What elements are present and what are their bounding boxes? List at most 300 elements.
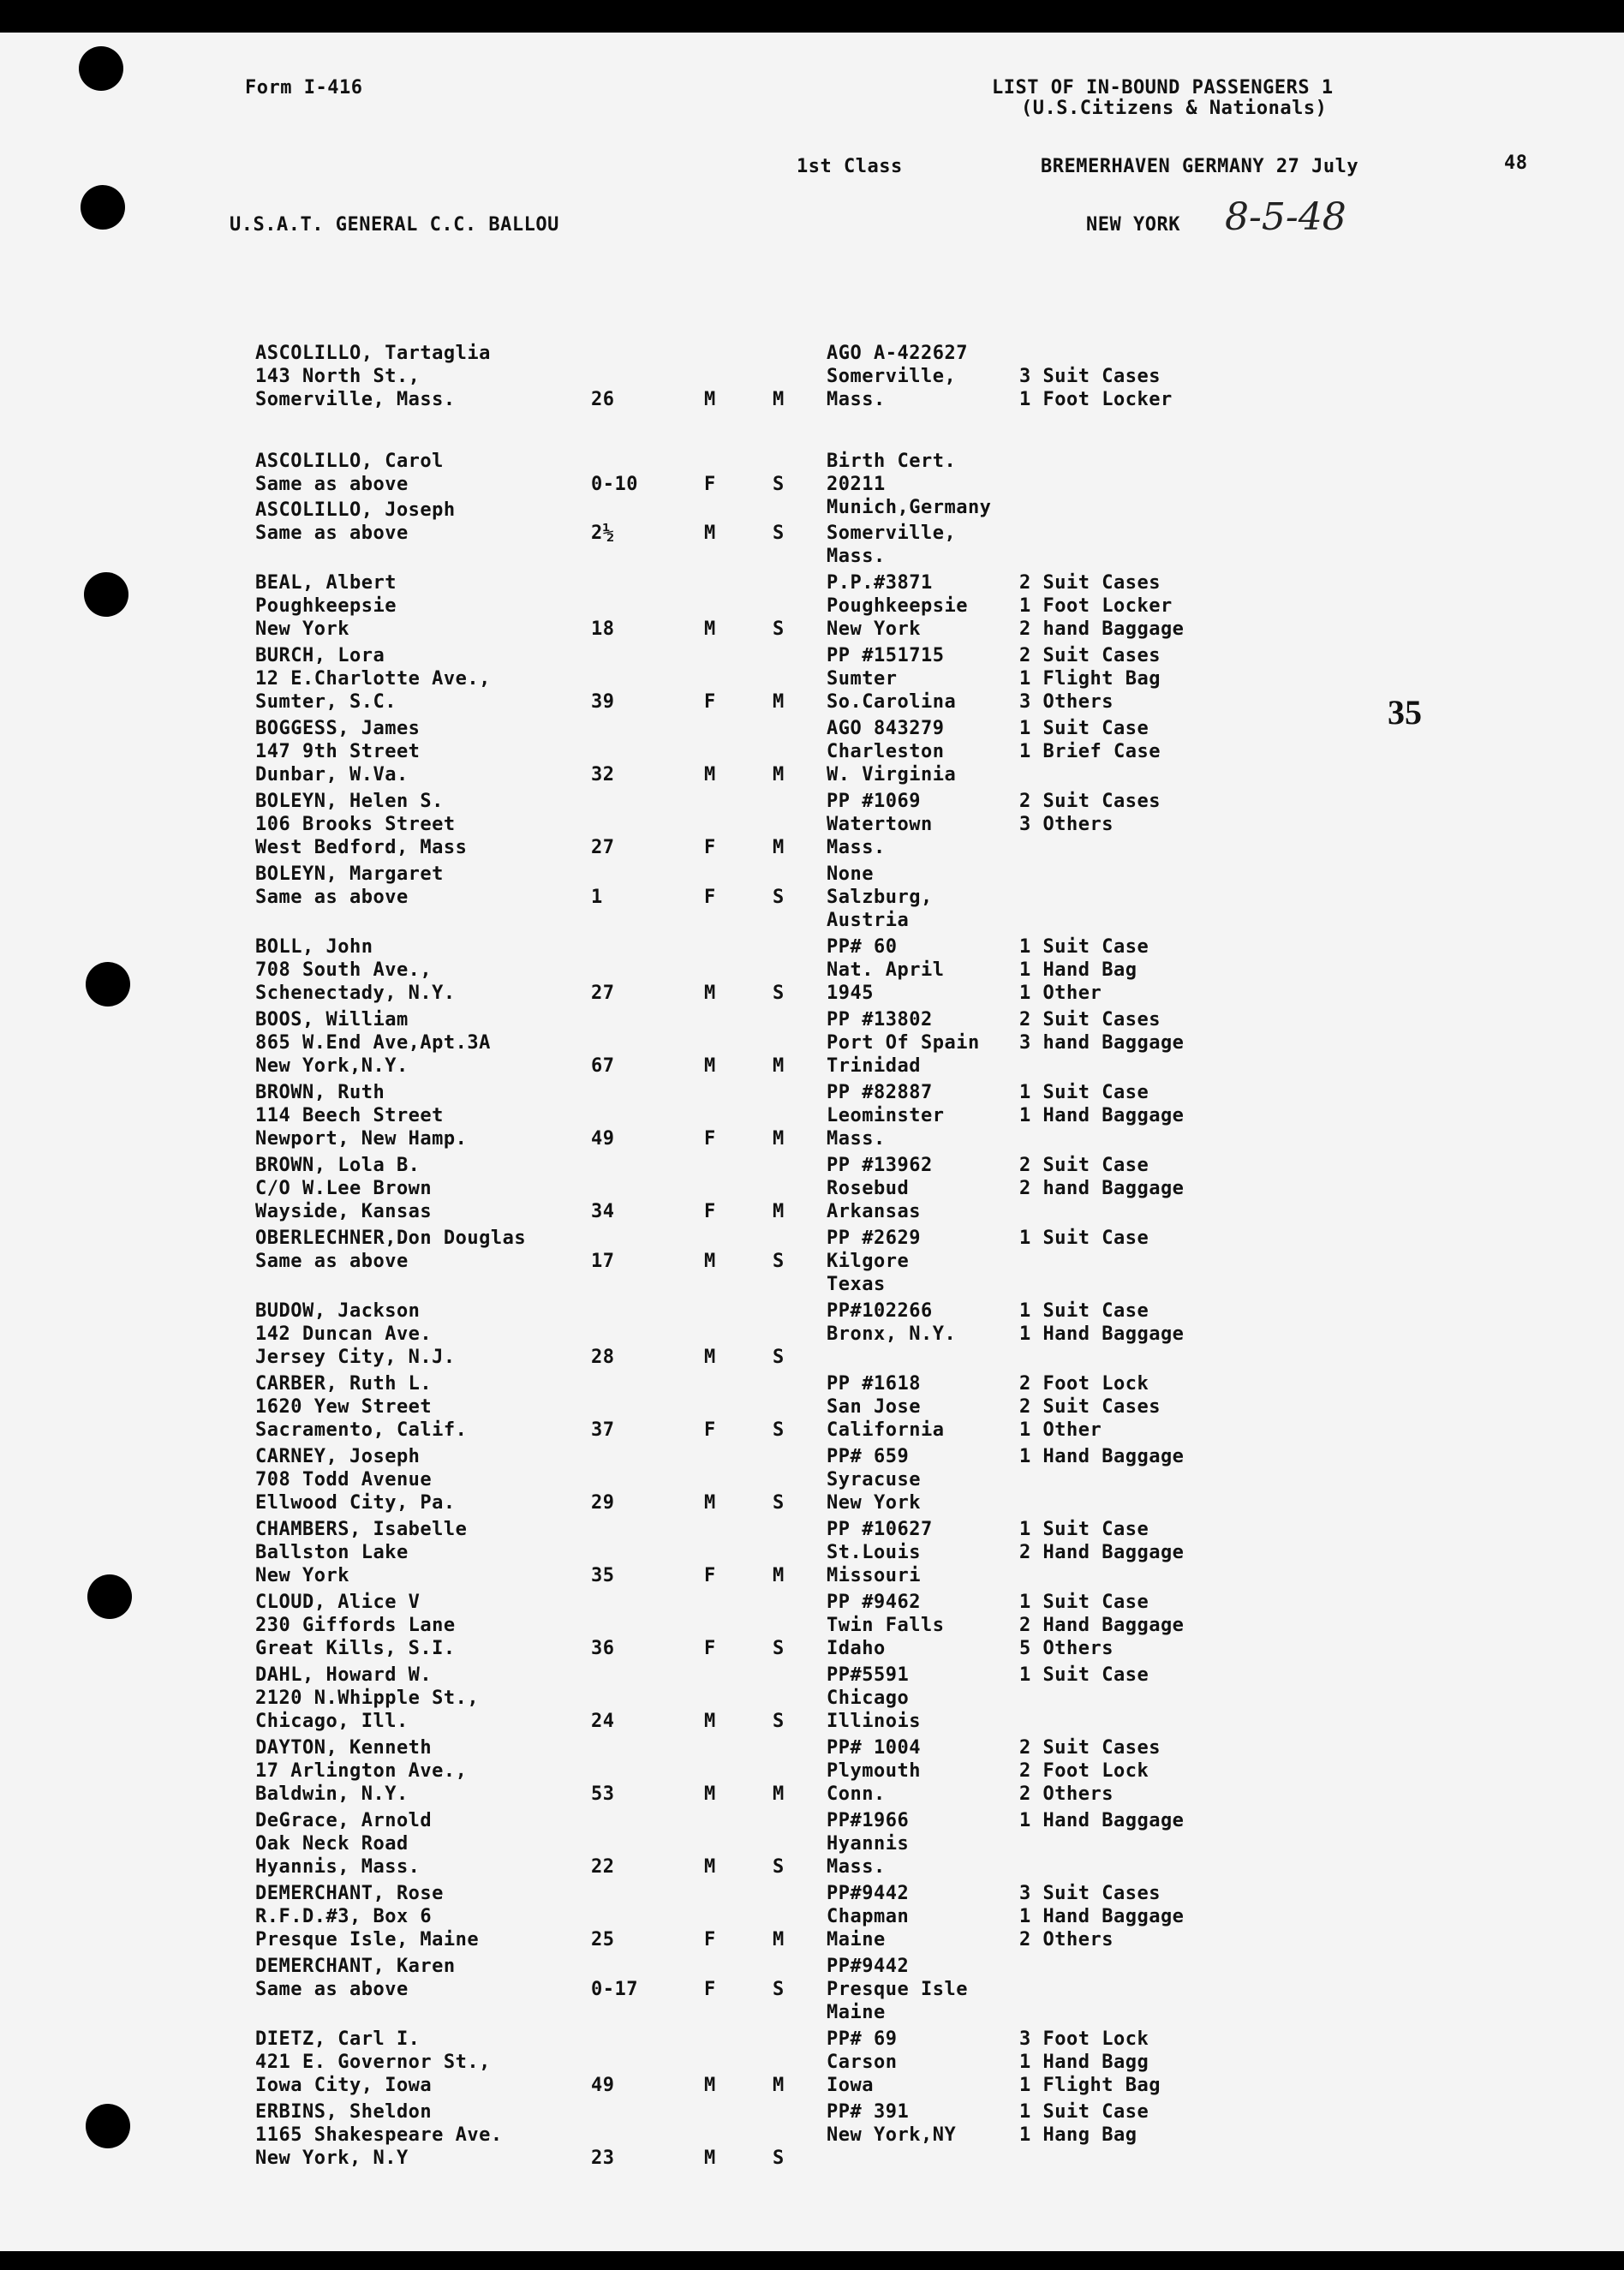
passenger-sex: F: [704, 887, 716, 908]
passenger-baggage-line: 2 Suit Cases: [1019, 1009, 1161, 1030]
ship-name: U.S.A.T. GENERAL C.C. BALLOU: [230, 214, 559, 236]
passenger-baggage-line: 1 Hand Bagg: [1019, 2052, 1149, 2073]
year-label: 48: [1504, 152, 1528, 174]
class-label: 1st Class: [797, 156, 903, 177]
passenger-marital-status: S: [773, 983, 785, 1004]
passenger-sex: M: [704, 389, 716, 410]
passenger-document-line: Leominster: [827, 1105, 945, 1126]
passenger-name-line: Somerville, Mass.: [255, 389, 456, 410]
binder-hole: [81, 185, 125, 230]
passenger-document-line: PP #1618: [827, 1373, 921, 1395]
passenger-age: 25: [591, 1929, 615, 1950]
passenger-sex: M: [704, 1251, 716, 1272]
passenger-document-line: [827, 499, 956, 523]
passenger-document-line: AGO 843279: [827, 718, 945, 739]
passenger-name-line: 1620 Yew Street: [255, 1396, 433, 1418]
passenger-name-line: BURCH, Lora: [255, 645, 385, 666]
passenger-document-line: Rosebud: [827, 1178, 910, 1199]
passenger-baggage-line: 3 hand Baggage: [1019, 1032, 1185, 1054]
passenger-name-line: Same as above: [255, 887, 409, 908]
passenger-document-line: New York: [827, 618, 921, 640]
passenger-document-line: Watertown: [827, 814, 933, 835]
passenger-document: [827, 343, 968, 412]
passenger-marital-status: S: [773, 1251, 785, 1272]
passenger-document: [827, 1009, 980, 1078]
passenger-document-line: Mass.: [827, 837, 886, 858]
passenger-baggage-line: [1019, 1833, 1184, 1856]
passenger-name: [255, 1155, 432, 1224]
passenger-name: [255, 1009, 491, 1078]
passenger-document-line: Twin Falls: [827, 1615, 945, 1636]
passenger-baggage-line: 1 Suit Case: [1019, 1300, 1149, 1322]
passenger-name-line: 147 9th Street: [255, 741, 421, 762]
passenger-name-line: Same as above: [255, 474, 409, 495]
passenger-document-line: PP# 69: [827, 2028, 898, 2050]
passenger-document-line: California: [827, 1419, 945, 1441]
passenger-document-line: PP#9442: [827, 1883, 910, 1904]
passenger-document-line: Illinois: [827, 1711, 921, 1732]
passenger-baggage-line: 1 Suit Case: [1019, 1228, 1149, 1249]
passenger-baggage-line: 5 Others: [1019, 1638, 1114, 1659]
passenger-baggage: [1019, 1009, 1184, 1078]
passenger-baggage-line: [1019, 1856, 1184, 1879]
passenger-age: 22: [591, 1856, 615, 1878]
passenger-name: [255, 1664, 479, 1734]
passenger-sex: M: [704, 764, 716, 786]
passenger-age: 28: [591, 1347, 615, 1368]
passenger-baggage-line: 1 Foot Locker: [1019, 389, 1173, 410]
passenger-name-line: 17 Arlington Ave.,: [255, 1760, 468, 1782]
passenger-name: [255, 2101, 503, 2171]
arrival-port: NEW YORK: [1086, 214, 1180, 236]
passenger-age: 67: [591, 1055, 615, 1077]
passenger-name: [255, 1082, 467, 1151]
passenger-document-line: St.Louis: [827, 1542, 921, 1563]
passenger-document: [827, 1810, 909, 1879]
passenger-name-line: BOLEYN, Helen S.: [255, 791, 444, 812]
passenger-baggage-line: 2 Others: [1019, 1929, 1114, 1950]
passenger-name-line: DAHL, Howard W.: [255, 1664, 433, 1686]
passenger-sex: M: [704, 2148, 716, 2169]
passenger-document-line: PP# 1004: [827, 1737, 921, 1759]
passenger-document-line: None: [827, 863, 874, 885]
passenger-name: [255, 343, 491, 412]
passenger-document: [827, 863, 933, 933]
passenger-age: 18: [591, 618, 615, 640]
passenger-name-line: DIETZ, Carl I.: [255, 2028, 421, 2050]
passenger-sex: M: [704, 1055, 716, 1077]
passenger-marital-status: M: [773, 1201, 785, 1222]
passenger-baggage-line: [1019, 1469, 1184, 1492]
passenger-document-line: Hyannis: [827, 1833, 910, 1855]
passenger-baggage: [1019, 1228, 1149, 1251]
binder-hole: [79, 46, 123, 91]
passenger-sex: M: [704, 1347, 716, 1368]
passenger-marital-status: M: [773, 2075, 785, 2096]
passenger-name-line: 230 Giffords Lane: [255, 1615, 456, 1636]
binder-hole: [86, 2104, 130, 2148]
passenger-document-line: Maine: [827, 2002, 886, 2023]
passenger-age: 36: [591, 1638, 615, 1659]
passenger-baggage: [1019, 645, 1161, 714]
passenger-baggage-line: 1 Other: [1019, 1419, 1102, 1441]
passenger-name-line: New York, N.Y: [255, 2148, 409, 2169]
passenger-baggage: [1019, 1883, 1184, 1952]
passenger-marital-status: S: [773, 1492, 785, 1514]
passenger-name-line: West Bedford, Mass: [255, 837, 468, 858]
passenger-baggage-line: 1 Foot Locker: [1019, 595, 1173, 617]
passenger-sex: M: [704, 1783, 716, 1805]
binder-hole: [87, 1574, 132, 1619]
passenger-name: [255, 451, 444, 497]
passenger-document-line: Mass.: [827, 1856, 886, 1878]
passenger-document-line: Chapman: [827, 1906, 910, 1927]
passenger-document-line: Mass.: [827, 1128, 886, 1150]
passenger-name: [255, 718, 420, 787]
passenger-baggage-line: [1019, 343, 1173, 366]
passenger-name: [255, 863, 444, 910]
margin-number: 35: [1388, 693, 1422, 732]
passenger-age: 37: [591, 1419, 615, 1441]
passenger-baggage: [1019, 1519, 1184, 1588]
passenger-document: [827, 718, 956, 787]
passenger-document-line: PP #151715: [827, 645, 945, 666]
passenger-document-line: Maine: [827, 1929, 886, 1950]
passenger-name-line: Jersey City, N.J.: [255, 1347, 456, 1368]
passenger-sex: F: [704, 1638, 716, 1659]
passenger-document-line: Munich,Germany: [827, 497, 992, 518]
binder-hole: [84, 572, 128, 617]
passenger-name-line: Baldwin, N.Y.: [255, 1783, 409, 1805]
passenger-name: [255, 936, 456, 1006]
passenger-baggage-line: 2 Hand Baggage: [1019, 1542, 1185, 1563]
passenger-document: [827, 1737, 921, 1807]
passenger-name-line: Sacramento, Calif.: [255, 1419, 468, 1441]
passenger-marital-status: S: [773, 523, 785, 544]
passenger-baggage: [1019, 1810, 1184, 1879]
passenger-document: [827, 1956, 968, 2025]
passenger-marital-status: S: [773, 618, 785, 640]
passenger-name-line: ASCOLILLO, Joseph: [255, 499, 456, 521]
passenger-age: 1: [591, 887, 603, 908]
passenger-age: 49: [591, 1128, 615, 1150]
passenger-document-line: Trinidad: [827, 1055, 921, 1077]
passenger-document-line: PP #13962: [827, 1155, 933, 1176]
passenger-name-line: ASCOLILLO, Carol: [255, 451, 444, 472]
passenger-baggage-line: 1 Hand Bag: [1019, 959, 1137, 981]
passenger-baggage: [1019, 1155, 1184, 1224]
passenger-name-line: New York: [255, 1565, 349, 1586]
passenger-baggage-line: [1019, 1565, 1184, 1588]
passenger-age: 2½: [591, 523, 615, 544]
passenger-name-line: Schenectady, N.Y.: [255, 983, 456, 1004]
passenger-document: [827, 2028, 897, 2098]
passenger-document: [827, 1228, 921, 1297]
passenger-document-line: PP #10627: [827, 1519, 933, 1540]
passenger-document-line: Mass.: [827, 389, 886, 410]
passenger-baggage-line: 1 Brief Case: [1019, 741, 1161, 762]
passenger-sex: F: [704, 474, 716, 495]
passenger-document-line: 20211: [827, 474, 886, 495]
passenger-sex: F: [704, 1979, 716, 2000]
passenger-document-line: PP#102266: [827, 1300, 933, 1322]
passenger-name: [255, 1956, 456, 2002]
passenger-name-line: DAYTON, Kenneth: [255, 1737, 433, 1759]
passenger-baggage-line: 2 Suit Cases: [1019, 1396, 1161, 1418]
passenger-name-line: Chicago, Ill.: [255, 1711, 409, 1732]
passenger-document-line: Texas: [827, 1274, 886, 1295]
passenger-document-line: Arkansas: [827, 1201, 921, 1222]
passenger-document-line: PP #2629: [827, 1228, 921, 1249]
passenger-marital-status: S: [773, 1979, 785, 2000]
passenger-baggage-line: 1 Suit Case: [1019, 1664, 1149, 1686]
passenger-name-line: CARBER, Ruth L.: [255, 1373, 433, 1395]
passenger-marital-status: M: [773, 1128, 785, 1150]
passenger-sex: F: [704, 1201, 716, 1222]
passenger-name-line: Same as above: [255, 1251, 409, 1272]
passenger-sex: M: [704, 1711, 716, 1732]
passenger-baggage-line: 1 Hand Baggage: [1019, 1906, 1185, 1927]
passenger-document: [827, 1082, 944, 1151]
passenger-baggage-line: 1 Suit Case: [1019, 936, 1149, 958]
passenger-document-line: AGO A-422627: [827, 343, 968, 364]
passenger-name-line: Poughkeepsie: [255, 595, 397, 617]
passenger-name: [255, 1300, 456, 1370]
passenger-name: [255, 1373, 467, 1443]
passenger-marital-status: M: [773, 1783, 785, 1805]
passenger-name-line: Dunbar, W.Va.: [255, 764, 409, 786]
passenger-document: [827, 1883, 909, 1952]
list-subtitle: (U.S.Citizens & Nationals): [1021, 98, 1328, 119]
form-number: Form I-416: [245, 77, 363, 99]
passenger-name-line: 421 E. Governor St.,: [255, 2052, 491, 2073]
passenger-marital-status: M: [773, 389, 785, 410]
passenger-marital-status: S: [773, 474, 785, 495]
passenger-document: [827, 645, 956, 714]
passenger-baggage-line: 2 Foot Lock: [1019, 1373, 1149, 1395]
passenger-baggage: [1019, 1300, 1184, 1347]
passenger-marital-status: S: [773, 1711, 785, 1732]
passenger-name-line: Presque Isle, Maine: [255, 1929, 480, 1950]
passenger-sex: F: [704, 691, 716, 713]
passenger-baggage-line: 3 Suit Cases: [1019, 366, 1161, 387]
passenger-age: 53: [591, 1783, 615, 1805]
passenger-baggage: [1019, 572, 1184, 642]
passenger-name-line: Sumter, S.C.: [255, 691, 397, 713]
passenger-document-line: Idaho: [827, 1638, 886, 1659]
passenger-age: 26: [591, 389, 615, 410]
passenger-name: [255, 1737, 467, 1807]
passenger-baggage-line: [1019, 1492, 1184, 1515]
passenger-document: [827, 791, 933, 860]
passenger-baggage-line: 2 hand Baggage: [1019, 618, 1185, 640]
passenger-document-line: Conn.: [827, 1783, 886, 1805]
passenger-document: [827, 1155, 933, 1224]
passenger-name-line: New York,N.Y.: [255, 1055, 409, 1077]
passenger-document-line: Carson: [827, 2052, 898, 2073]
passenger-baggage-line: [1019, 837, 1161, 860]
passenger-marital-status: S: [773, 1638, 785, 1659]
passenger-name-line: C/O W.Lee Brown: [255, 1178, 433, 1199]
passenger-name-line: BROWN, Ruth: [255, 1082, 385, 1103]
passenger-document-line: Birth Cert.: [827, 451, 957, 472]
passenger-name-line: Great Kills, S.I.: [255, 1638, 456, 1659]
passenger-marital-status: M: [773, 1565, 785, 1586]
passenger-baggage-line: 1 Other: [1019, 983, 1102, 1004]
manifest-page: [0, 33, 1624, 2251]
passenger-baggage-line: 2 Suit Cases: [1019, 645, 1161, 666]
passenger-document-line: Somerville,: [827, 523, 957, 544]
passenger-document-line: PP #82887: [827, 1082, 933, 1103]
passenger-name-line: 114 Beech Street: [255, 1105, 444, 1126]
passenger-marital-status: S: [773, 887, 785, 908]
passenger-sex: M: [704, 618, 716, 640]
passenger-baggage-line: 2 Suit Cases: [1019, 1737, 1161, 1759]
passenger-document: [827, 1300, 956, 1347]
passenger-name-line: CHAMBERS, Isabelle: [255, 1519, 468, 1540]
passenger-name: [255, 1883, 479, 1952]
passenger-baggage-line: 2 Foot Lock: [1019, 1760, 1149, 1782]
passenger-baggage: [1019, 791, 1161, 860]
passenger-document-line: 1945: [827, 983, 874, 1004]
passenger-age: 0-17: [591, 1979, 638, 2000]
passenger-name-line: 865 W.End Ave,Apt.3A: [255, 1032, 491, 1054]
passenger-name-line: Wayside, Kansas: [255, 1201, 433, 1222]
passenger-document-line: San Jose: [827, 1396, 921, 1418]
passenger-document-line: Plymouth: [827, 1760, 921, 1782]
passenger-baggage-line: [1019, 1688, 1149, 1711]
passenger-baggage-line: 1 Suit Case: [1019, 718, 1149, 739]
passenger-baggage: [1019, 2028, 1161, 2098]
passenger-sex: M: [704, 983, 716, 1004]
passenger-name-line: Oak Neck Road: [255, 1833, 409, 1855]
passenger-document-line: Presque Isle: [827, 1979, 968, 2000]
passenger-document-line: PP# 391: [827, 2101, 910, 2123]
passenger-baggage-line: 1 Hand Baggage: [1019, 1446, 1185, 1467]
passenger-baggage-line: 2 Suit Cases: [1019, 791, 1161, 812]
passenger-marital-status: S: [773, 1856, 785, 1878]
passenger-baggage-line: [1019, 764, 1161, 787]
passenger-document-line: So.Carolina: [827, 691, 957, 713]
passenger-baggage-line: [1019, 1201, 1184, 1224]
passenger-document-line: PP#5591: [827, 1664, 910, 1686]
passenger-name: [255, 572, 397, 642]
passenger-baggage-line: 2 Suit Cases: [1019, 572, 1161, 594]
passenger-baggage-line: 1 Hand Baggage: [1019, 1810, 1185, 1831]
passenger-marital-status: M: [773, 1055, 785, 1077]
passenger-baggage-line: 1 Suit Case: [1019, 2101, 1149, 2123]
passenger-marital-status: M: [773, 691, 785, 713]
passenger-name-line: Ballston Lake: [255, 1542, 409, 1563]
passenger-baggage-line: 1 Hand Baggage: [1019, 1323, 1185, 1345]
passenger-marital-status: M: [773, 764, 785, 786]
passenger-name-line: BOLEYN, Margaret: [255, 863, 444, 885]
passenger-age: 29: [591, 1492, 615, 1514]
passenger-name-line: DeGrace, Arnold: [255, 1810, 433, 1831]
passenger-baggage-line: 2 Hand Baggage: [1019, 1615, 1185, 1636]
passenger-marital-status: M: [773, 1929, 785, 1950]
passenger-baggage-line: 1 Suit Case: [1019, 1519, 1149, 1540]
passenger-document: [827, 2101, 956, 2148]
passenger-baggage: [1019, 1082, 1184, 1151]
passenger-document-line: New York,NY: [827, 2124, 957, 2146]
passenger-baggage-line: 1 Hang Bag: [1019, 2124, 1137, 2146]
passenger-marital-status: S: [773, 2148, 785, 2169]
passenger-sex: M: [704, 2075, 716, 2096]
passenger-age: 0-10: [591, 474, 638, 495]
passenger-document-line: PP# 659: [827, 1446, 910, 1467]
passenger-baggage: [1019, 936, 1149, 1006]
passenger-name-line: Same as above: [255, 1979, 409, 2000]
passenger-baggage: [1019, 343, 1173, 412]
passenger-name: [255, 2028, 491, 2098]
passenger-name-line: 708 Todd Avenue: [255, 1469, 433, 1490]
passenger-document: [827, 936, 944, 1006]
passenger-baggage-line: [1019, 1055, 1184, 1078]
passenger-document: [827, 1519, 933, 1588]
passenger-baggage: [1019, 1737, 1161, 1807]
passenger-sex: M: [704, 1492, 716, 1514]
passenger-document-line: Somerville,: [827, 366, 957, 387]
passenger-baggage-line: [1019, 1711, 1149, 1734]
passenger-name-line: New York: [255, 618, 349, 640]
passenger-name-line: Iowa City, Iowa: [255, 2075, 433, 2096]
passenger-baggage: [1019, 718, 1161, 787]
list-title: LIST OF IN-BOUND PASSENGERS 1: [992, 77, 1334, 99]
passenger-baggage: [1019, 2101, 1149, 2148]
passenger-document-line: New York: [827, 1492, 921, 1514]
passenger-name-line: R.F.D.#3, Box 6: [255, 1906, 433, 1927]
passenger-age: 32: [591, 764, 615, 786]
passenger-baggage-line: 2 hand Baggage: [1019, 1178, 1185, 1199]
passenger-name-line: 2120 N.Whipple St.,: [255, 1688, 480, 1709]
passenger-document-line: W. Virginia: [827, 764, 957, 786]
passenger-baggage-line: 3 Others: [1019, 814, 1114, 835]
passenger-document-line: Bronx, N.Y.: [827, 1323, 957, 1345]
passenger-baggage-line: 2 Others: [1019, 1783, 1114, 1805]
passenger-name-line: 708 South Ave.,: [255, 959, 433, 981]
passenger-age: 27: [591, 837, 615, 858]
passenger-baggage-line: 1 Hand Baggage: [1019, 1105, 1185, 1126]
passenger-document-line: PP#1966: [827, 1810, 910, 1831]
passenger-name-line: BUDOW, Jackson: [255, 1300, 421, 1322]
passenger-age: 23: [591, 2148, 615, 2169]
passenger-name-line: BOLL, John: [255, 936, 373, 958]
passenger-sex: F: [704, 1419, 716, 1441]
passenger-name-line: 106 Brooks Street: [255, 814, 456, 835]
passenger-baggage: [1019, 1664, 1149, 1734]
passenger-name: [255, 1519, 467, 1588]
passenger-document-line: Sumter: [827, 668, 898, 690]
passenger-sex: F: [704, 1929, 716, 1950]
passenger-name-line: CARNEY, Joseph: [255, 1446, 421, 1467]
passenger-name: [255, 645, 491, 714]
passenger-age: 24: [591, 1711, 615, 1732]
passenger-name-line: ERBINS, Sheldon: [255, 2101, 433, 2123]
passenger-baggage-line: 3 Suit Cases: [1019, 1883, 1161, 1904]
passenger-document-line: Poughkeepsie: [827, 595, 968, 617]
handwritten-date: 8-5-48: [1225, 195, 1346, 239]
passenger-age: 49: [591, 2075, 615, 2096]
passenger-document-line: Missouri: [827, 1565, 921, 1586]
passenger-document-line: PP# 60: [827, 936, 898, 958]
passenger-name: [255, 499, 456, 546]
passenger-document-line: Austria: [827, 910, 910, 931]
passenger-baggage: [1019, 1592, 1184, 1661]
passenger-document-line: P.P.#3871: [827, 572, 933, 594]
passenger-document-line: PP#9442: [827, 1956, 910, 1977]
passenger-age: 39: [591, 691, 615, 713]
